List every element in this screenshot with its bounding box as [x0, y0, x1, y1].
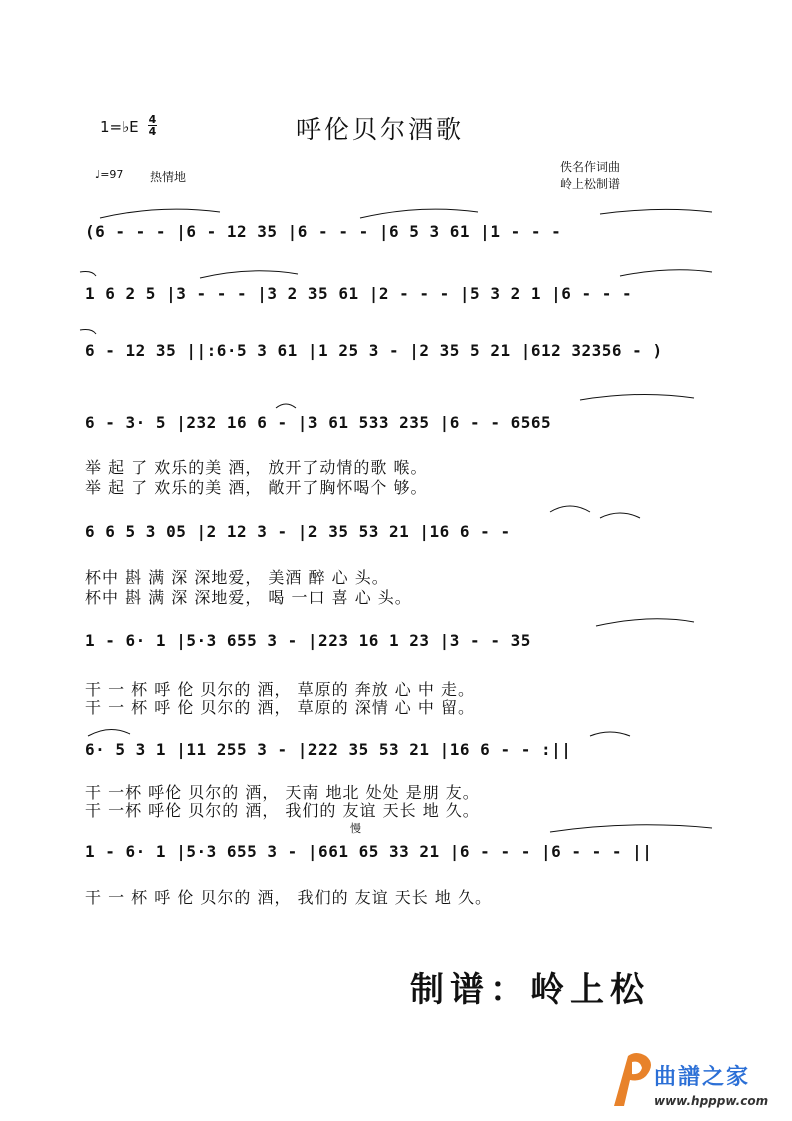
lyric-verse-2: 干 一杯 呼伦 贝尔的 酒， 我们的 友谊 天长 地 久。: [85, 801, 480, 820]
logo-text: 曲譜之家: [654, 1065, 751, 1090]
lyric-verse-2: 举 起 了 欢乐的美 酒， 敞开了胸怀喝个 够。: [85, 478, 428, 497]
tempo-marking: ♩=97: [95, 168, 124, 181]
arranger-signature: 制谱：岭上松: [410, 970, 650, 1010]
key-signature: 1=♭E: [100, 118, 139, 136]
notation-text: 6· 5 3 1 |11 255 3 - |222 35 53 21 |16 6 - - :||: [85, 740, 572, 759]
lyric-verse-1: 举 起 了 欢乐的美 酒， 放开了动情的歌 喉。: [85, 458, 428, 477]
lyric-verse-2: 干 一 杯 呼 伦 贝尔的 酒， 草原的 深情 心 中 留。: [85, 698, 475, 717]
lyric-verse-1: 干 一 杯 呼 伦 贝尔的 酒， 草原的 奔放 心 中 走。: [85, 680, 475, 699]
slow-marking: 慢: [350, 822, 361, 835]
mood-marking: 热情地: [150, 170, 187, 184]
lyric-verse-1: 干 一杯 呼伦 贝尔的 酒， 天南 地北 处处 是朋 友。: [85, 783, 480, 802]
lyricist-composer: 佚名作词曲: [560, 160, 621, 174]
time-signature-top: 4: [148, 113, 157, 126]
notation-text: (6 - - - |6 - 12 35 |6 - - - |6 5 3 61 |1 - - -: [85, 222, 562, 241]
lyric-verse-1: 干 一 杯 呼 伦 贝尔的 酒， 我们的 友谊 天长 地 久。: [85, 888, 492, 907]
notation-text: 1 - 6· 1 |5·3 655 3 - |661 65 33 21 |6 - - - |6 - - - ||: [85, 842, 653, 861]
notation-text: 6 - 3· 5 |232 16 6 - |3 61 533 235 |6 - - 6565: [85, 413, 552, 432]
logo-url[interactable]: www.hpppw.com: [654, 1094, 769, 1108]
arranger-credit: 岭上松制谱: [560, 177, 621, 191]
notation-text: 1 - 6· 1 |5·3 655 3 - |223 16 1 23 |3 - - 35: [85, 631, 531, 650]
notation-text: 1 6 2 5 |3 - - - |3 2 35 61 |2 - - - |5 3 2 1 |6 - - -: [85, 284, 633, 303]
lyric-verse-2: 杯中 斟 满 深 深地爱， 喝 一口 喜 心 头。: [85, 588, 412, 607]
notation-text: 6 6 5 3 05 |2 12 3 - |2 35 53 21 |16 6 - -: [85, 522, 511, 541]
page-title: 呼伦贝尔酒歌: [296, 115, 465, 144]
lyric-verse-1: 杯中 斟 满 深 深地爱， 美酒 醉 心 头。: [85, 568, 389, 587]
notation-text: 6 - 12 35 ||:6·5 3 61 |1 25 3 - |2 35 5 21 |612 32356 - ): [85, 341, 663, 360]
time-signature-bottom: 4: [148, 125, 157, 138]
